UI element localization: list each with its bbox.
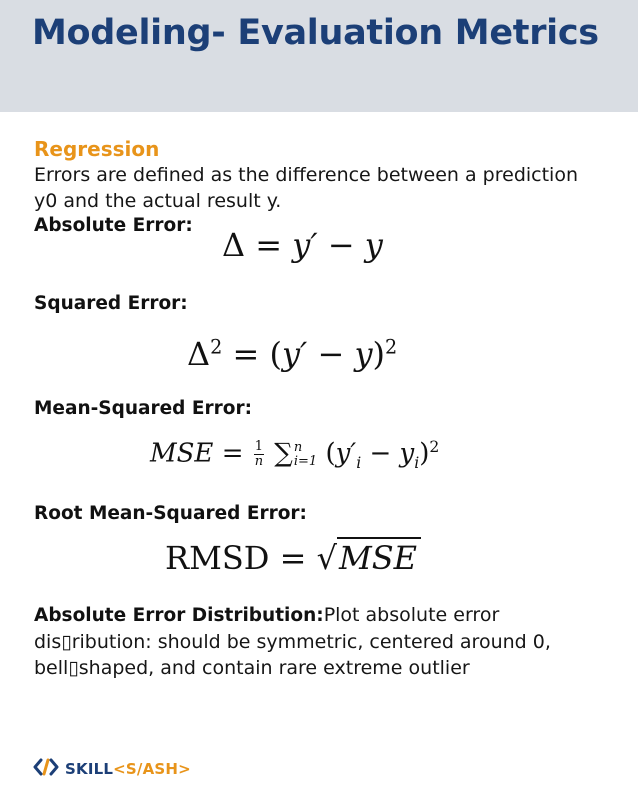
fraction-denominator: n — [254, 454, 264, 470]
radical-sign: √ — [316, 539, 337, 577]
distribution-text: Plot absolute error dis▯ribution: should be symmetric, centered around 0, bell▯shaped, and contain rare extreme outlier — [34, 604, 551, 679]
footer-logo — [33, 758, 191, 780]
formula-equals: = — [279, 539, 307, 577]
mse-label: Mean-Squared Error: — [34, 398, 252, 419]
brand-part-skill: SKILL — [65, 760, 114, 778]
formula-mse-symbol: MSE — [150, 438, 214, 469]
formula-minus: − — [327, 226, 355, 264]
header-banner — [0, 0, 638, 112]
formula-exponent: 2 — [429, 438, 440, 456]
formula-exponent: 2 — [210, 335, 223, 359]
formula-y: y — [399, 438, 415, 469]
formula-y: y — [364, 226, 383, 264]
code-brackets-icon-svg — [33, 758, 59, 776]
absolute-error-formula — [222, 226, 383, 264]
formula-delta: Δ — [222, 226, 246, 264]
formula-rmsd-symbol: RMSD — [165, 539, 270, 577]
brand-name — [65, 760, 191, 778]
formula-equals: = — [255, 226, 283, 264]
formula-exponent: 2 — [385, 335, 398, 359]
formula-subscript: i — [356, 453, 362, 472]
fraction-numerator: 1 — [254, 439, 264, 455]
regression-intro-text: Errors are defined as the difference between a prediction y0 and the actual result y. — [34, 164, 578, 212]
squared-error-formula — [187, 335, 397, 373]
absolute-error-label: Absolute Error: — [34, 215, 193, 236]
distribution-label: Absolute Error Distribution: — [34, 605, 324, 626]
formula-minus: − — [369, 438, 392, 469]
sum-lower-limit: i=1 — [293, 453, 318, 469]
formula-delta: Δ — [187, 335, 211, 373]
formula-minus: − — [317, 335, 345, 373]
mse-formula — [150, 438, 439, 472]
formula-open-paren: ( — [269, 335, 282, 373]
formula-y: y — [354, 335, 373, 373]
sum-limits — [294, 441, 317, 469]
code-brackets-icon — [33, 758, 59, 780]
formula-y-prime: y′ — [335, 438, 357, 469]
regression-heading: Regression — [34, 137, 160, 161]
radicand: MSE — [337, 537, 421, 577]
rmse-label: Root Mean-Squared Error: — [34, 503, 307, 524]
rmsd-formula — [165, 537, 421, 577]
page-title: Modeling- Evaluation Metrics — [32, 13, 599, 53]
squared-error-label: Squared Error: — [34, 293, 188, 314]
formula-subscript: i — [414, 453, 420, 472]
formula-y-prime: y′ — [281, 335, 308, 373]
distribution-paragraph — [34, 602, 614, 681]
formula-close-paren: ) — [372, 335, 386, 373]
sum-upper-limit: n — [293, 439, 303, 455]
formula-close-paren: ) — [419, 438, 430, 469]
formula-fraction — [254, 440, 264, 469]
formula-open-paren: ( — [325, 438, 336, 469]
formula-square-root — [317, 537, 421, 577]
formula-y-prime: y′ — [292, 226, 318, 264]
brand-part-slash: <S/ASH> — [113, 760, 191, 778]
formula-sum-symbol: ∑ — [274, 438, 293, 469]
formula-equals: = — [232, 335, 260, 373]
formula-equals: = — [221, 438, 244, 469]
